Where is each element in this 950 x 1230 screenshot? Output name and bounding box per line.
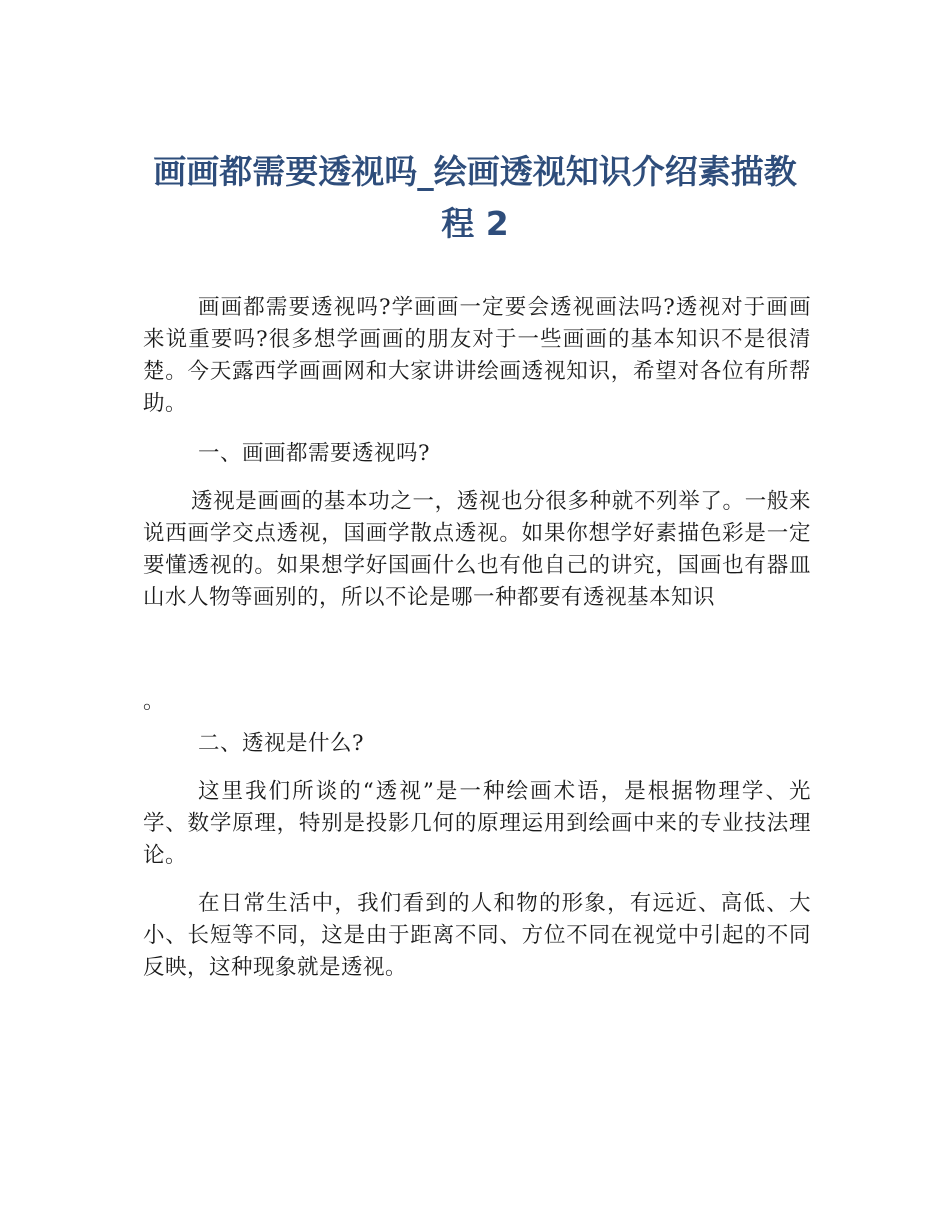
document-title: 画画都需要透视吗_绘画透视知识介绍素描教程 2 [153, 152, 797, 243]
section-2-paragraph-2: 在日常生活中，我们看到的人和物的形象，有远近、高低、大小、长短等不同，这是由于距离不同、方位不同在视觉中引起的不同反映，这种现象就是透视。 [143, 891, 811, 980]
section-heading-2: 二、透视是什么? [198, 731, 365, 756]
section-2-paragraph-1: 这里我们所谈的“透视”是一种绘画术语，是根据物理学、光学、数学原理，特别是投影几何的原理运用到绘画中来的专业技法理论。 [143, 779, 811, 868]
section-heading-1: 一、画画都需要透视吗? [198, 441, 431, 466]
intro-paragraph: 画画都需要透视吗?学画画一定要会透视画法吗?透视对于画画来说重要吗?很多想学画画的朋友对于一些画画的基本知识不是很清楚。今天露西学画画网和大家讲讲绘画透视知识，希望对各位有所帮助。 [143, 295, 811, 416]
section-1-trailing-punctuation: 。 [143, 689, 166, 714]
section-1-paragraph: 透视是画画的基本功之一，透视也分很多种就不列举了。一般来说西画学交点透视，国画学散点透视。如果你想学好素描色彩是一定要懂透视的。如果想学好国画什么也有他自己的讲究，国画也有器皿山水人物等画别的，所以不论是哪一种都要有透视基本知识 [143, 489, 811, 610]
